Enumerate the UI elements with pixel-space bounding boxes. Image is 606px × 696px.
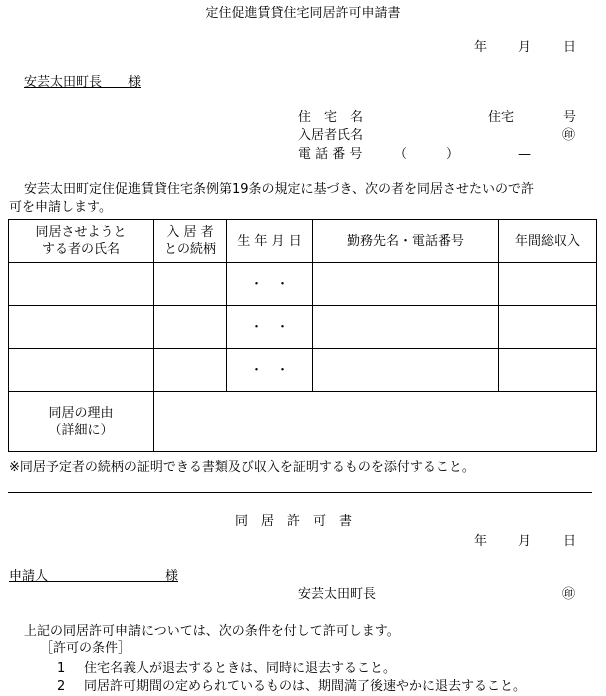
table-row	[9, 263, 597, 306]
phone-label: 電 話 番 号	[298, 147, 363, 162]
header-workplace-phone: 勤務先名・電話番号	[313, 220, 499, 263]
conditions-heading: ［許可の条件］	[40, 641, 132, 656]
condition-number: 1	[57, 661, 66, 676]
cell-relation[interactable]	[154, 349, 227, 392]
application-body-line1: 安芸太田町定住促進賃貸住宅条例第19条の規定に基づき、次の者を同居させたいので許	[24, 182, 535, 197]
permit-date-month: 月	[518, 534, 532, 549]
cell-name[interactable]	[9, 263, 154, 306]
cohabitant-table	[8, 219, 597, 452]
reason-row	[9, 392, 597, 452]
reason-label: 同居の理由 （詳細に）	[9, 392, 154, 452]
house-name-label: 住 宅 名	[298, 110, 364, 125]
header-birthdate: 生 年 月 日	[227, 220, 313, 263]
table-row	[9, 349, 597, 392]
cell-workplace[interactable]	[313, 349, 499, 392]
permit-intro: 上記の同居許可申請については、次の条件を付して許可します。	[24, 624, 400, 639]
permit-issuer: 安芸太田町長	[298, 587, 377, 602]
application-date-day: 日	[563, 40, 577, 55]
header-annual-income: 年間総収入	[499, 220, 597, 263]
condition-text: 住宅名義人が退去するときは、同時に退去すること。	[84, 661, 397, 676]
cell-relation[interactable]	[154, 263, 227, 306]
cell-birthdate[interactable]: ・ ・	[227, 263, 313, 306]
cell-income[interactable]	[499, 306, 597, 349]
section-divider	[8, 492, 592, 493]
cell-name[interactable]	[9, 306, 154, 349]
resident-name-label: 入居者氏名	[298, 128, 364, 143]
permit-date-year: 年	[474, 534, 488, 549]
phone-dash: —	[518, 147, 531, 162]
application-title: 定住促進賃貸住宅同居許可申請書	[205, 6, 401, 21]
cell-name[interactable]	[9, 349, 154, 392]
permit-title: 同 居 許 可 書	[235, 514, 353, 529]
application-addressee: 安芸太田町長 様	[24, 75, 142, 90]
application-date-year: 年	[474, 40, 488, 55]
header-cohabitant-name: 同居させようと する者の氏名	[9, 220, 154, 263]
cell-birthdate[interactable]: ・ ・	[227, 306, 313, 349]
room-suffix: 号	[563, 110, 577, 125]
cell-income[interactable]	[499, 349, 597, 392]
permit-addressee: 申請人 様	[9, 569, 179, 584]
table-row	[9, 306, 597, 349]
header-relation: 入 居 者 との続柄	[154, 220, 227, 263]
table-header-row	[9, 220, 597, 263]
cell-relation[interactable]	[154, 306, 227, 349]
condition-number: 2	[57, 679, 66, 694]
house-suffix: 住宅	[488, 110, 515, 125]
permit-date-day: 日	[563, 534, 577, 549]
application-body-line2: 可を申請します。	[9, 200, 112, 215]
cell-birthdate[interactable]: ・ ・	[227, 349, 313, 392]
cell-income[interactable]	[499, 263, 597, 306]
attachment-note: ※同居予定者の続柄の証明できる書類及び収入を証明するものを添付すること。	[9, 460, 475, 475]
reason-value[interactable]	[154, 392, 597, 452]
condition-text: 同居許可期間の定められているものは、期間満了後速やかに退去すること。	[84, 679, 527, 694]
phone-area-paren: （ ）	[394, 147, 460, 162]
cell-workplace[interactable]	[313, 306, 499, 349]
issuer-seal-icon: ㊞	[562, 587, 576, 602]
applicant-seal-icon: ㊞	[562, 128, 576, 143]
cell-workplace[interactable]	[313, 263, 499, 306]
application-date-month: 月	[518, 40, 532, 55]
